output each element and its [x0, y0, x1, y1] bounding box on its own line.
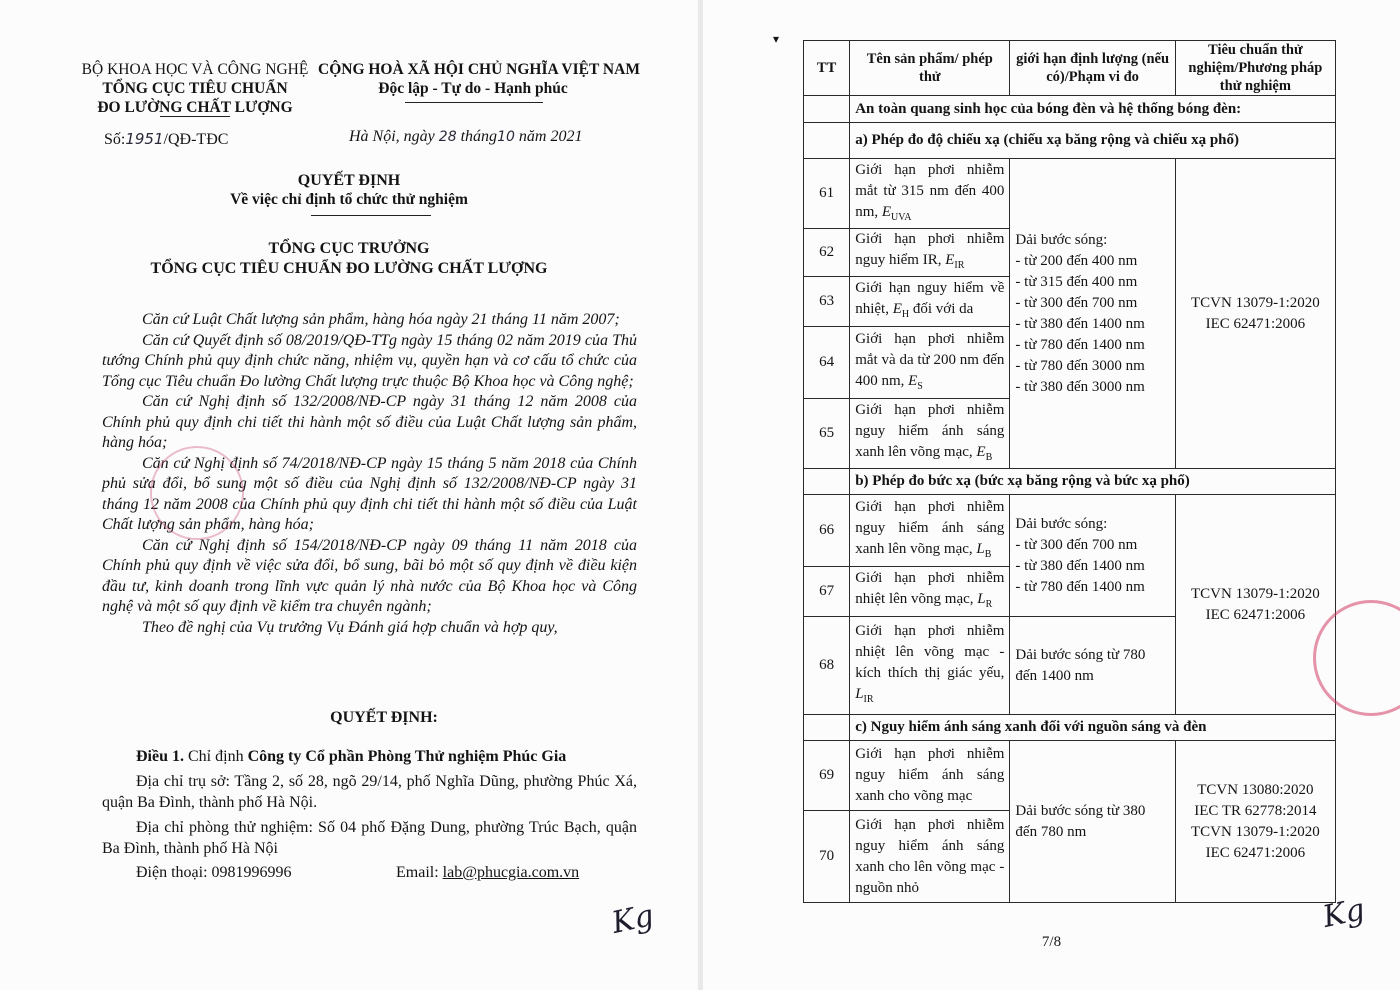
standard-cell-c — [1175, 741, 1335, 903]
product-cell — [850, 399, 1010, 469]
range-line: - từ 380 đến 1400 nm — [1015, 557, 1145, 574]
table-row — [804, 495, 1336, 567]
range-line: - từ 780 đến 1400 nm — [1015, 578, 1145, 595]
country-name: CỘNG HOÀ XÃ HỘI CHỦ NGHĨA VIỆT NAM — [318, 61, 640, 78]
table-row — [804, 741, 1336, 811]
product-cell — [850, 617, 1010, 715]
symbol: L — [977, 591, 986, 607]
range-line: - từ 200 đến 400 nm — [1015, 252, 1138, 269]
basis-paragraph: Căn cứ Nghị định số 74/2018/NĐ-CP ngày 15 tháng 5 năm 2018 của Chính phủ sửa đổi, bổ sung một số điều của Nghị định số 132/2008/NĐ-CP ngày 31 tháng 12 năm 2008 của Chính phủ quy định chi tiết thi hành một số điều của Luật Chất lượng sản phẩm, hàng hóa; — [102, 454, 637, 533]
symbol: E — [945, 252, 955, 268]
standard-line: TCVN 13080:2020 — [1197, 781, 1314, 798]
decision-page-1 — [0, 0, 698, 990]
symbol: E — [976, 443, 986, 460]
range-cell-a — [1010, 159, 1175, 469]
date-city: Hà Nội, ngày — [349, 128, 439, 145]
header-product: Tên sản phẩm/ phép thử — [850, 41, 1010, 96]
symbol-subscript: B — [985, 451, 993, 463]
phone-number: 0981996996 — [211, 864, 292, 881]
symbol: E — [908, 372, 918, 389]
row-number: 65 — [804, 399, 850, 469]
motto: Độc lập - Tự do - Hạnh phúc — [378, 80, 568, 97]
lab-address-text: Địa chỉ phòng thử nghiệm: Số 04 phố Đặng Dung, phường Trúc Bạch, quận Ba Đình, thành phố Hà Nội — [102, 819, 637, 857]
email-line — [396, 864, 579, 882]
page-number: 7/8 — [1041, 934, 1062, 950]
row-number: 63 — [804, 277, 850, 327]
section-a-title: a) Phép đo độ chiếu xạ (chiếu xạ băng rộng và chiếu xạ phổ) — [850, 123, 1336, 159]
product-cell — [850, 159, 1010, 229]
basis-paragraph: Theo đề nghị của Vụ trưởng Vụ Đánh giá hợp chuẩn và hợp quy, — [142, 618, 558, 636]
table-header-row — [804, 41, 1336, 96]
section-row — [804, 715, 1336, 741]
symbol: E — [892, 301, 902, 317]
article-label: Điều 1. — [136, 748, 184, 765]
lab-address — [102, 818, 637, 859]
doc-number-suffix: /QĐ-TĐC — [163, 131, 229, 148]
range-line: - từ 780 đến 3000 nm — [1015, 357, 1145, 374]
document-number — [104, 130, 228, 149]
empty-cell — [804, 469, 850, 495]
standard-line: IEC 62471:2006 — [1205, 315, 1306, 332]
authority-agency: TỔNG CỤC TIÊU CHUẨN ĐO LƯỜNG CHẤT LƯỢNG — [150, 260, 548, 277]
article-1 — [136, 748, 566, 766]
hq-address — [102, 772, 637, 813]
symbol: L — [855, 686, 864, 702]
basis-paragraph: Căn cứ Quyết định số 08/2019/QĐ-TTg ngày 15 tháng 02 năm 2019 của Thủ tướng Chính phủ quy định chức năng, nhiệm vụ, quyền hạn và cơ cấu tổ chức của Tổng cục Tiêu chuẩn Đo lường Chất lượng trực thuộc Bộ Khoa học và Công nghệ; — [102, 331, 637, 390]
standard-cell-a — [1175, 159, 1335, 469]
date-month-word: tháng — [456, 128, 498, 145]
document-subtitle: Về việc chỉ định tổ chức thử nghiệm — [230, 191, 468, 208]
stamp-imprint — [150, 446, 244, 540]
empty-cell — [804, 715, 850, 741]
row-number: 68 — [804, 617, 850, 715]
standard-line: IEC 62471:2006 — [1205, 844, 1306, 861]
range-cell-c: Dải bước sóng từ 380 đến 780 nm — [1010, 741, 1175, 903]
handwritten-initial: Kg — [608, 898, 657, 941]
row-number: 64 — [804, 327, 850, 399]
product-name: Giới hạn phơi nhiễm nguy hiểm ánh sáng xanh lên võng mạc, — [855, 401, 1005, 460]
date-year: năm 2021 — [514, 128, 583, 145]
scan-mark: ▾ — [773, 32, 780, 46]
range-line: - từ 300 đến 700 nm — [1015, 294, 1138, 311]
standard-line: TCVN 13079-1:2020 — [1191, 823, 1320, 840]
basis-paragraph: Căn cứ Nghị định số 154/2018/NĐ-CP ngày 09 tháng 11 năm 2018 của Chính phủ quy định về việc sửa đổi, bổ sung, bãi bỏ một số quy định về điều kiện đầu tư, kinh doanh trong lĩnh vực quản lý nhà nước của Bộ Khoa học và Công nghệ và một số quy định về kiểm tra chuyên ngành; — [102, 536, 637, 615]
product-cell — [850, 567, 1010, 617]
symbol-subscript: S — [917, 380, 923, 392]
doc-number-prefix: Số: — [104, 131, 126, 148]
row-number: 69 — [804, 741, 850, 811]
email-address: lab@phucgia.com.vn — [442, 864, 580, 881]
product-name: Giới hạn phơi nhiễm nguy hiểm ánh sáng xanh cho võng mạc — [850, 741, 1010, 811]
company-name: Công ty Cổ phần Phòng Thử nghiệm Phúc Gia — [247, 748, 567, 765]
group-row — [804, 96, 1336, 123]
handwritten-initial: Kg — [1319, 892, 1368, 935]
symbol: E — [881, 203, 892, 220]
product-name: Giới hạn phơi nhiễm mắt từ 315 nm đến 400 nm, — [855, 161, 1005, 220]
header-standard: Tiêu chuẩn thử nghiệm/Phương pháp thử nghiệm — [1175, 41, 1335, 96]
range-cell-68: Dải bước sóng từ 780 đến 1400 nm — [1010, 617, 1175, 715]
range-line: - từ 380 đến 1400 nm — [1015, 315, 1145, 332]
test-scope-table — [803, 40, 1336, 903]
title-underline — [311, 215, 431, 216]
row-number: 67 — [804, 567, 850, 617]
product-cell — [850, 495, 1010, 567]
range-line: - từ 780 đến 1400 nm — [1015, 336, 1145, 353]
section-row — [804, 123, 1336, 159]
product-cell — [850, 327, 1010, 399]
document-title: QUYẾT ĐỊNH — [297, 172, 401, 189]
hq-address-text: Địa chỉ trụ sở: Tầng 2, số 28, ngõ 29/14, phố Nghĩa Dũng, phường Phúc Xá, quận Ba Đình, thành phố Hà Nội. — [102, 773, 637, 811]
motto-underline — [405, 102, 543, 103]
ministry-name: BỘ KHOA HỌC VÀ CÔNG NGHỆ — [81, 61, 309, 78]
range-line: - từ 315 đến 400 nm — [1015, 273, 1138, 290]
row-number: 66 — [804, 495, 850, 567]
symbol-subscript: R — [985, 599, 993, 610]
product-name: Giới hạn phơi nhiễm nguy hiểm ánh sáng xanh cho lên võng mạc - nguồn nhỏ — [850, 811, 1010, 903]
symbol: L — [976, 540, 985, 557]
standard-line: IEC 62471:2006 — [1205, 606, 1306, 623]
symbol-subscript: H — [901, 309, 910, 320]
decision-heading: QUYẾT ĐỊNH: — [330, 709, 438, 726]
issuing-organization — [80, 60, 310, 117]
standard-line: IEC TR 62778:2014 — [1194, 802, 1317, 819]
empty-cell — [804, 123, 850, 159]
range-line: Dải bước sóng: — [1015, 515, 1108, 532]
table-row — [804, 159, 1336, 229]
basis-paragraph: Căn cứ Luật Chất lượng sản phẩm, hàng hóa ngày 21 tháng 11 năm 2007; — [142, 311, 620, 328]
range-line: - từ 300 đến 700 nm — [1015, 536, 1138, 553]
date-month-handwritten: 10 — [497, 129, 515, 145]
group-title: An toàn quang sinh học của bóng đèn và hệ thống bóng đèn: — [850, 96, 1336, 123]
product-name: Giới hạn phơi nhiễm nguy hiểm IR, — [855, 231, 1005, 268]
agency-name-line1: TỔNG CỤC TIÊU CHUẨN — [102, 80, 288, 97]
date-day-handwritten: 28 — [438, 129, 457, 145]
agency-name-line2: ĐO LƯỜNG CHẤT LƯỢNG — [97, 99, 293, 116]
standard-cell-b — [1175, 495, 1335, 715]
row-number: 70 — [804, 811, 850, 903]
range-cell-b — [1010, 495, 1175, 617]
symbol-subscript: IR — [954, 260, 965, 271]
product-name: Giới hạn phơi nhiễm mắt và da từ 200 nm đến 400 nm, — [855, 330, 1005, 389]
section-b-title: b) Phép đo bức xạ (bức xạ băng rộng và bức xạ phổ) — [850, 469, 1336, 495]
product-cell — [850, 277, 1010, 327]
product-name-tail: đối với da — [909, 301, 974, 317]
article-text: Chỉ định — [184, 748, 248, 765]
phone-line — [136, 864, 292, 882]
header-range: giới hạn định lượng (nếu có)/Phạm vi đo — [1010, 41, 1175, 96]
section-row — [804, 469, 1336, 495]
org-underline — [160, 116, 230, 117]
product-name: Giới hạn phơi nhiễm nguy hiểm ánh sáng xanh lên võng mạc, — [855, 498, 1005, 557]
product-name: Giới hạn phơi nhiễm nhiệt lên võng mạc - kích thích thị giác yếu, — [855, 623, 1005, 681]
doc-number-handwritten: 1951 — [125, 130, 164, 148]
authority-title: TỔNG CỤC TRƯỞNG — [268, 240, 430, 257]
decision-page-7 — [703, 0, 1400, 990]
product-cell — [850, 229, 1010, 277]
header-tt: TT — [804, 41, 850, 96]
row-number: 61 — [804, 159, 850, 229]
symbol-subscript: IR — [863, 694, 874, 705]
phone-label: Điện thoại: — [136, 864, 212, 881]
section-c-title: c) Nguy hiểm ánh sáng xanh đối với nguồn sáng và đèn — [850, 715, 1336, 741]
standard-line: TCVN 13079-1:2020 — [1191, 294, 1320, 311]
symbol-subscript: UVA — [891, 211, 912, 223]
basis-paragraph: Căn cứ Nghị định số 132/2008/NĐ-CP ngày 31 tháng 12 năm 2008 của Chính phủ quy định chi tiết thi hành một số điều của Luật Chất lượng sản phẩm, hàng hóa; — [102, 393, 637, 451]
range-line: Dải bước sóng: — [1015, 231, 1108, 248]
row-number: 62 — [804, 229, 850, 277]
symbol-subscript: B — [984, 548, 992, 560]
issue-date — [349, 128, 582, 146]
product-name: Giới hạn nguy hiểm về nhiệt, — [855, 280, 1005, 317]
standard-line: TCVN 13079-1:2020 — [1191, 585, 1320, 602]
range-line: - từ 380 đến 3000 nm — [1015, 378, 1145, 395]
national-motto — [318, 60, 640, 98]
email-label: Email: — [396, 864, 443, 881]
empty-cell — [804, 96, 850, 123]
product-name: Giới hạn phơi nhiễm nhiệt lên võng mạc, — [855, 570, 1005, 607]
